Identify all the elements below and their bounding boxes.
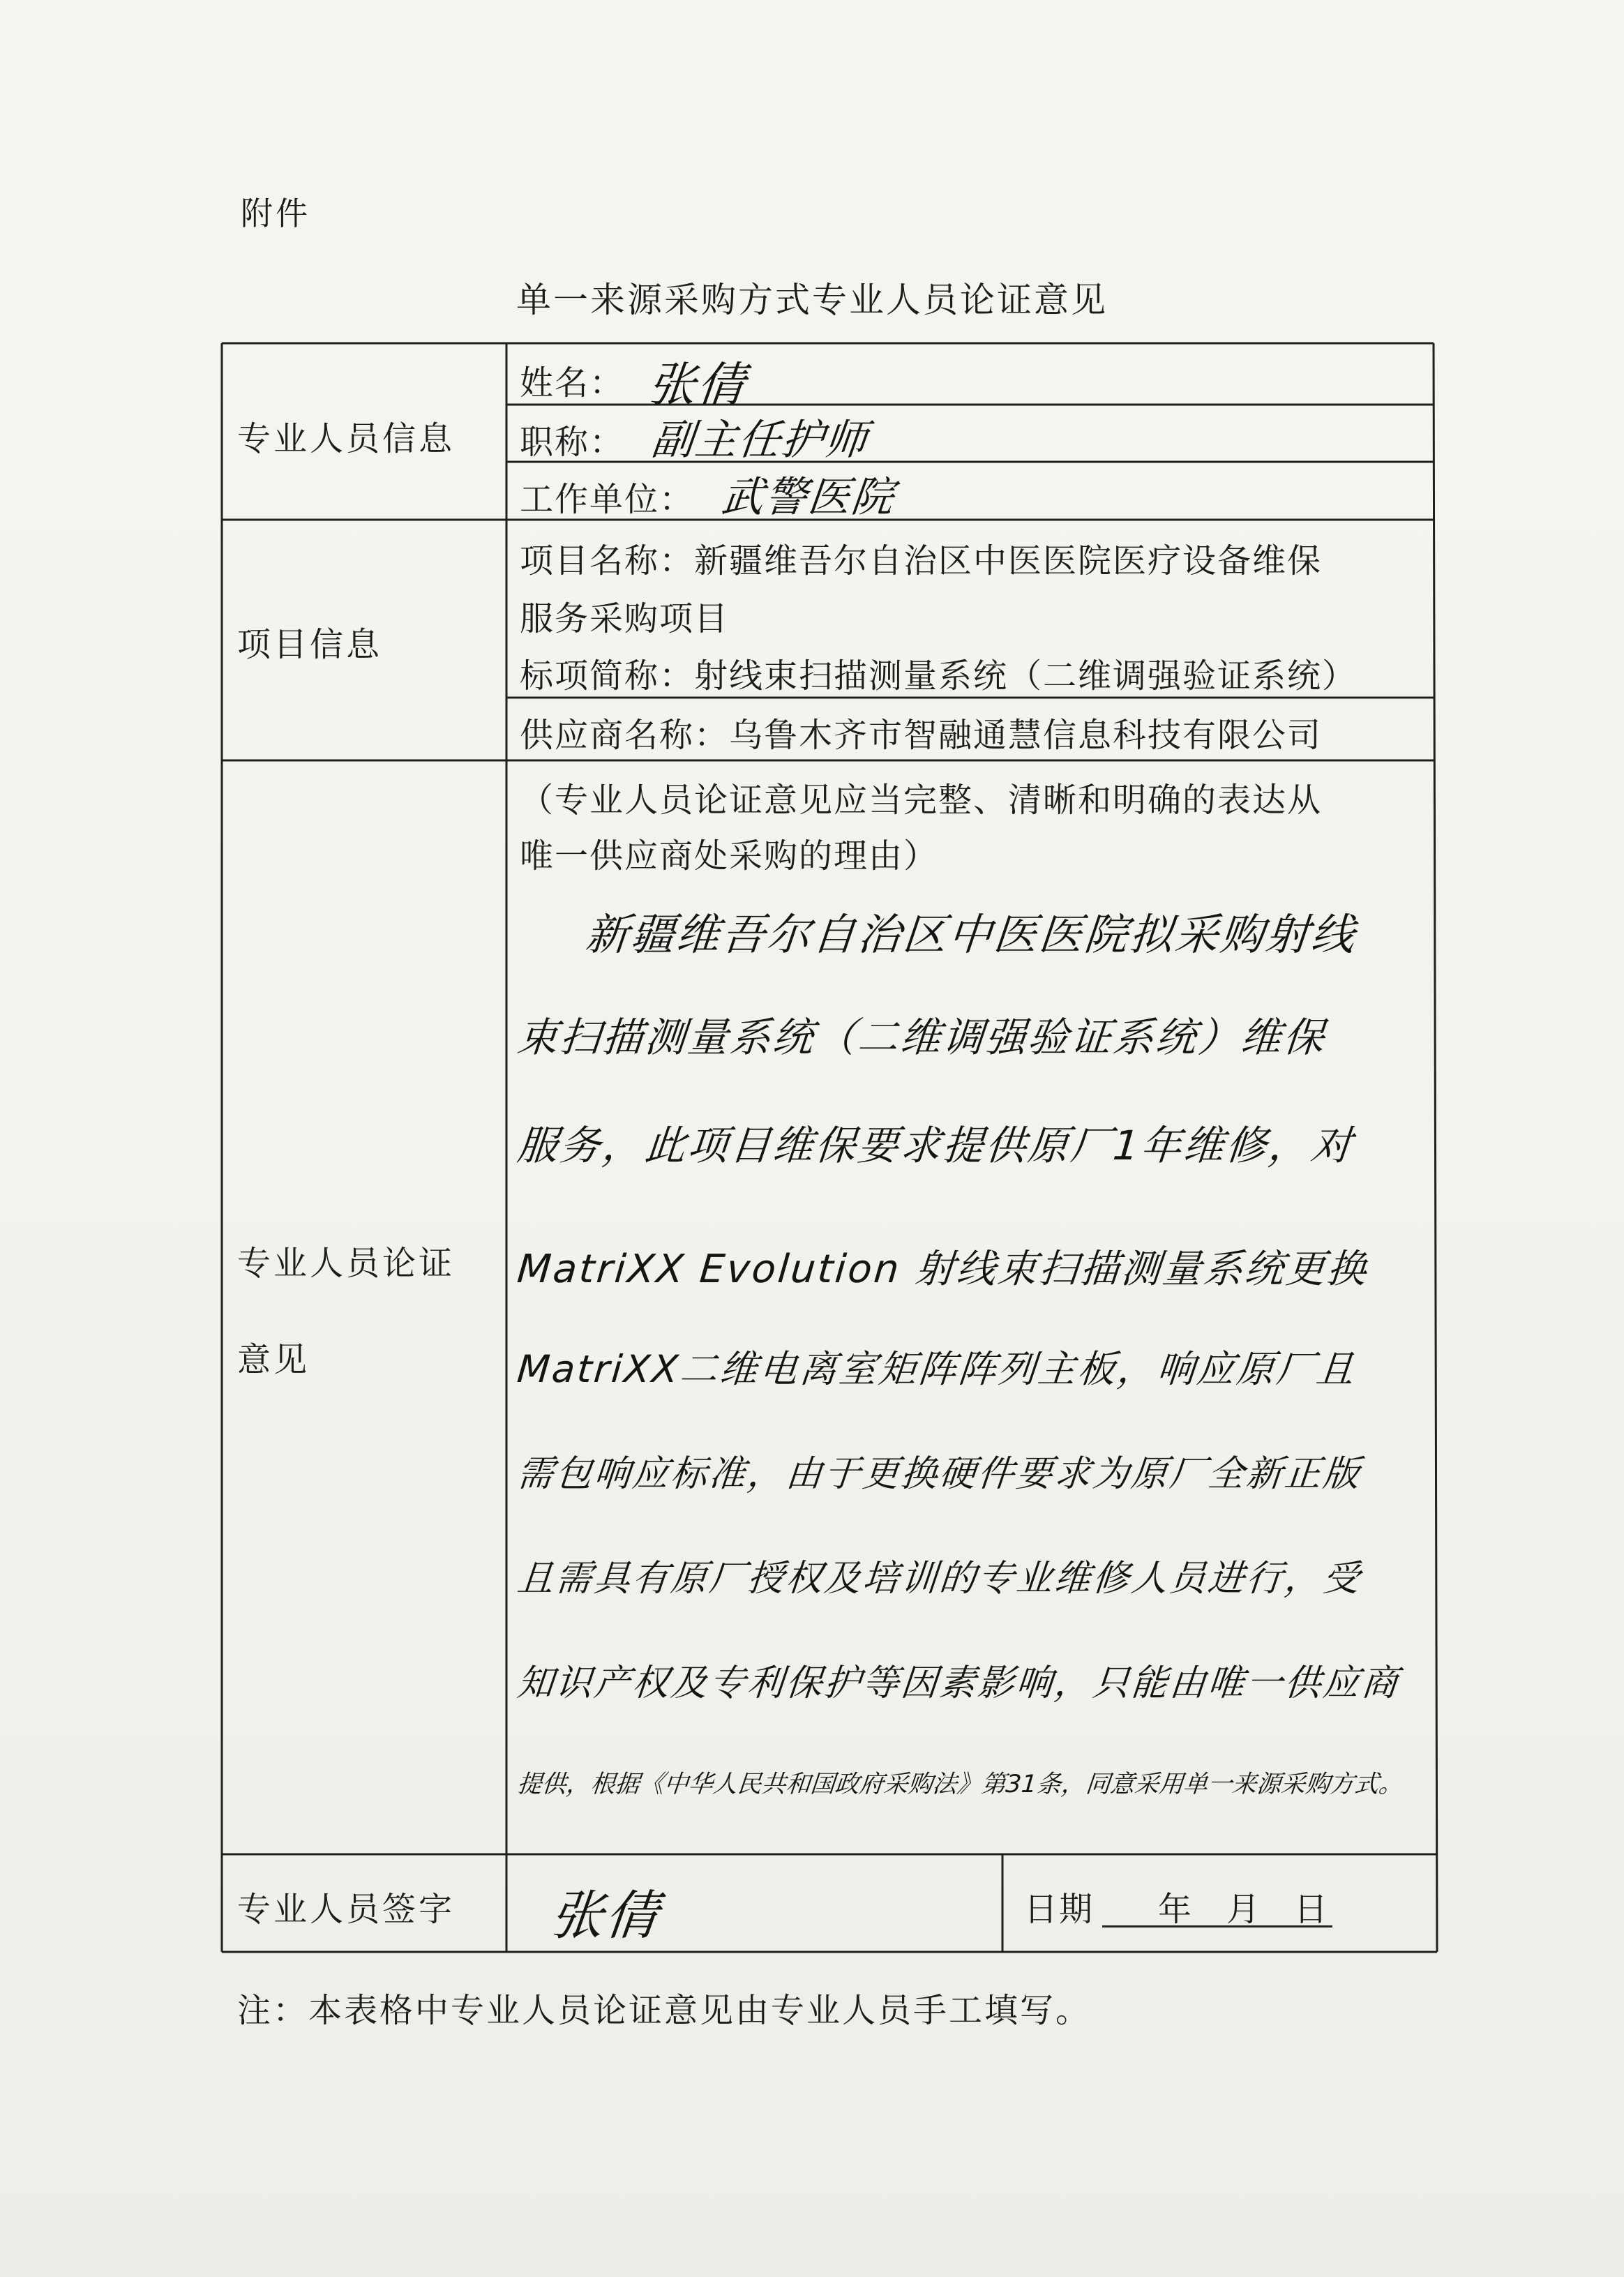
- opinion-label-line2: 意见: [237, 1340, 310, 1379]
- lot-name: 标项简称：射线束扫描测量系统（二维调强验证系统）: [520, 656, 1358, 696]
- expert-info-label: 专业人员信息: [237, 419, 456, 458]
- handwritten-opinion-line: MatriXX二维电离室矩阵阵列主板，响应原厂且: [515, 1347, 1358, 1391]
- date-day: 日: [1294, 1890, 1330, 1929]
- project-info-label: 项目信息: [237, 625, 383, 664]
- handwritten-opinion-line: 新疆维吾尔自治区中医医院拟采购射线: [583, 909, 1359, 960]
- signature-label: 专业人员签字: [237, 1890, 456, 1929]
- document-title: 单一来源采购方式专业人员论证意见: [516, 280, 1108, 320]
- supplier-name: 供应商名称：乌鲁木齐市智融通慧信息科技有限公司: [520, 716, 1323, 755]
- signature-value-handwritten: 张倩: [547, 1884, 663, 1946]
- handwritten-opinion-line: MatriXX Evolution 射线束扫描测量系统更换: [515, 1247, 1371, 1292]
- project-name-line1: 项目名称：新疆维吾尔自治区中医医院医疗设备维保: [520, 541, 1323, 580]
- opinion-instruction-line2: 唯一供应商处采购的理由）: [520, 836, 939, 876]
- handwritten-opinion-line: 知识产权及专利保护等因素影响，只能由唯一供应商: [515, 1662, 1402, 1704]
- opinion-instruction-line1: （专业人员论证意见应当完整、清晰和明确的表达从: [520, 781, 1323, 820]
- date-underline: [1102, 1925, 1332, 1927]
- opinion-label-line1: 专业人员论证: [237, 1244, 456, 1283]
- unit-value-handwritten: 武警医院: [719, 473, 898, 522]
- title-value-handwritten: 副主任护师: [649, 416, 871, 465]
- handwritten-opinion-line: 服务，此项目维保要求提供原厂1年维修，对: [515, 1122, 1356, 1169]
- title-label: 职称：: [520, 423, 625, 462]
- handwritten-opinion-line: 提供，根据《中华人民共和国政府采购法》第31条，同意采用单一来源采购方式。: [516, 1771, 1405, 1798]
- attachment-label: 附件: [241, 195, 310, 232]
- unit-label: 工作单位：: [520, 480, 695, 519]
- name-label: 姓名：: [520, 363, 625, 403]
- name-value-handwritten: 张倩: [645, 358, 749, 413]
- project-name-line2: 服务采购项目: [520, 599, 730, 638]
- handwritten-opinion-line: 束扫描测量系统（二维调强验证系统）维保: [515, 1014, 1328, 1061]
- date-month: 月: [1226, 1890, 1262, 1929]
- date-label: 日期: [1024, 1890, 1095, 1929]
- footnote: 注：本表格中专业人员论证意见由专业人员手工填写。: [237, 1991, 1092, 2030]
- date-year: 年: [1158, 1890, 1194, 1929]
- handwritten-opinion-line: 需包响应标准，由于更换硬件要求为原厂全新正版: [515, 1453, 1364, 1495]
- handwritten-opinion-line: 且需具有原厂授权及培训的专业维修人员进行，受: [515, 1558, 1364, 1600]
